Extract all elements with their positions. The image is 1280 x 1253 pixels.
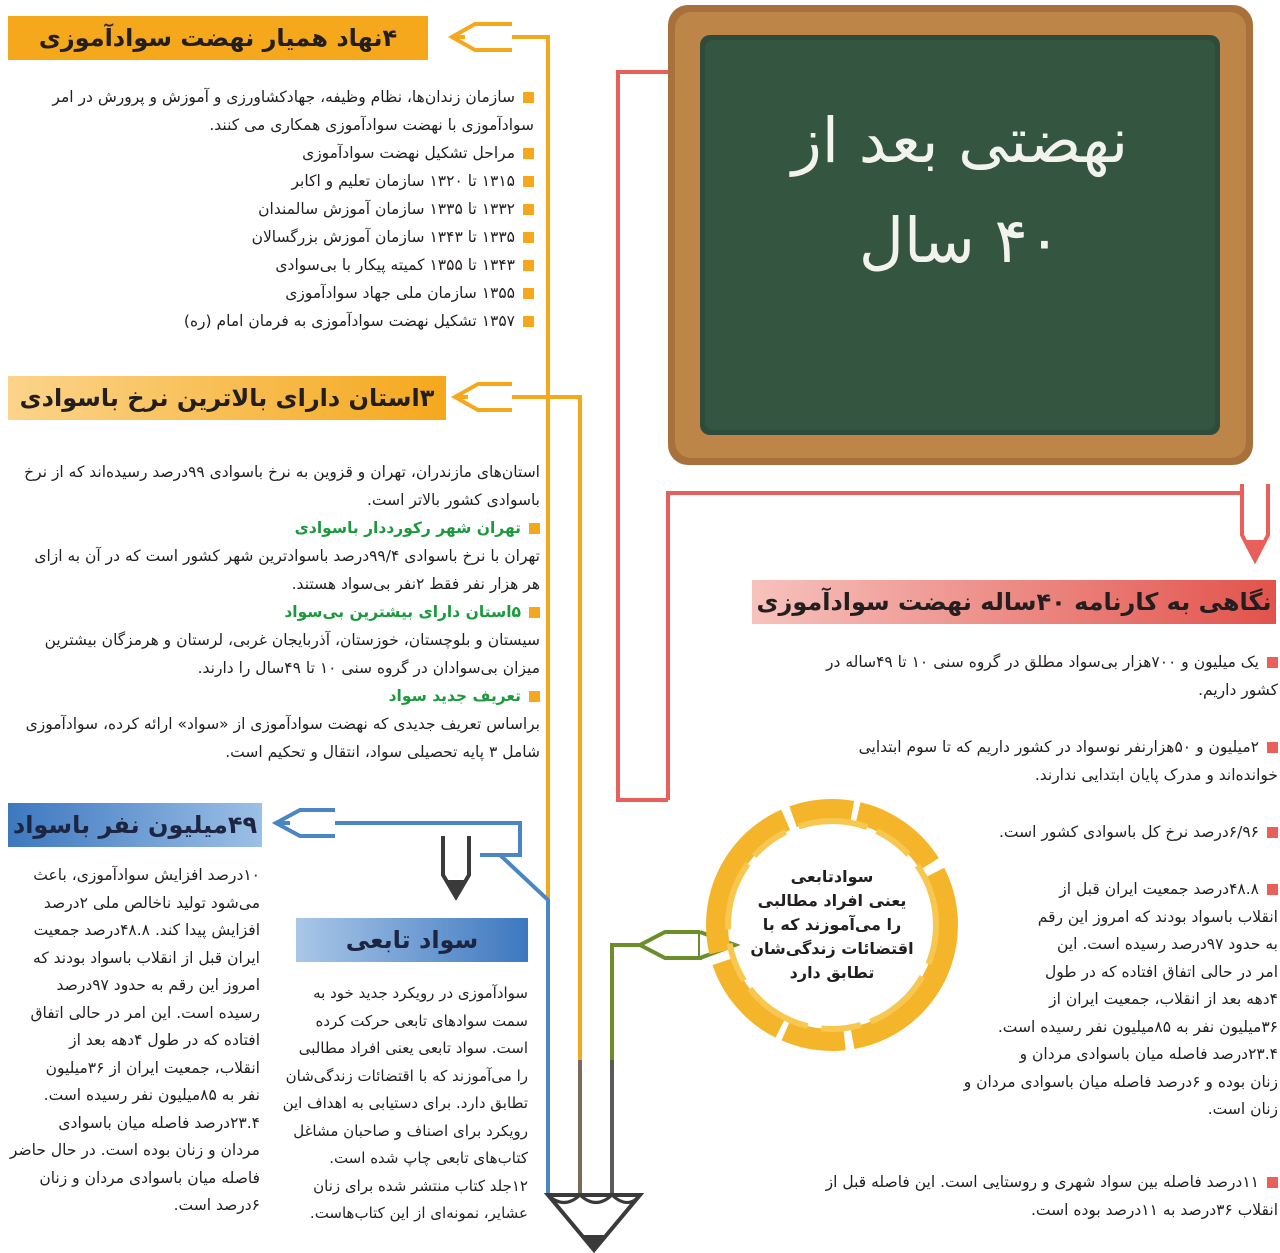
pencil-icon — [443, 836, 469, 897]
text-line: میزان بی‌سوادان در گروه سنی ۱۰ تا ۴۹سال را دارند. — [197, 659, 540, 677]
list-item: ۱۳۵۷ تشکیل نهضت سوادآموزی به فرمان امام (ره) — [14, 307, 534, 335]
text-line: امروز این رقم به حدود ۹۷درصد — [56, 976, 260, 994]
square-bullet-icon — [523, 204, 534, 215]
provinces-title — [8, 376, 446, 420]
square-bullet-icon — [523, 232, 534, 243]
subheading: تعریف جدید سواد — [10, 682, 540, 710]
text-line: ۶/۹۶درصد نرخ کل باسوادی کشور است. — [960, 818, 1278, 846]
square-bullet-icon — [529, 691, 540, 702]
functional-body — [282, 980, 528, 1228]
provinces-title-text: ۳استان دارای بالاترین نرخ باسوادی — [19, 384, 435, 412]
literate-49m-title-text: ۴۹میلیون نفر باسواد — [12, 811, 258, 839]
text-line: افتاده که در طول ۴دهه بعد از — [69, 1031, 260, 1049]
text-line: شامل ۳ پایه تحصیلی سواد، انتقال و تحکیم است. — [225, 743, 540, 761]
record-title — [752, 580, 1276, 624]
text-line: یک میلیون و ۷۰۰هزار بی‌سواد مطلق در گروه سنی ۱۰ تا ۴۹ساله در — [790, 648, 1278, 676]
record-item-4 — [945, 876, 1278, 1124]
pencil-icon — [455, 384, 512, 410]
text-line: نفر به ۸۵میلیون نفر رسیده است. — [43, 1086, 260, 1104]
circle-line: را می‌آموزند که با — [762, 915, 902, 934]
provinces-body — [10, 458, 540, 766]
board-title-2: ۴۰ سال — [858, 204, 1062, 277]
text-line: هر هزار نفر فقط ۲نفر بی‌سواد هستند. — [291, 575, 540, 593]
pencil-icon — [276, 810, 335, 836]
text-line: سوادآموزی در رویکرد جدید خود به — [313, 984, 528, 1002]
square-bullet-icon — [523, 92, 534, 103]
text-line: براساس تعریف جدیدی که نهضت سوادآموزی از «سواد» ارائه کرده، سوادآموزی — [25, 715, 540, 733]
record-item-3 — [960, 818, 1278, 846]
subheading: ۵استان دارای بیشترین بی‌سواد — [10, 598, 540, 626]
list-item: ۱۳۱۵ تا ۱۳۲۰ سازمان تعلیم و اکابر — [14, 167, 534, 195]
pencil-icon — [452, 24, 512, 50]
list-item: ۱۳۵۵ سازمان ملی جهاد سوادآموزی — [14, 279, 534, 307]
literate-49m-body — [8, 862, 260, 1220]
text-line: زنان بوده و ۶درصد فاصله میان باسوادی مردان و — [963, 1072, 1278, 1091]
list-item: مراحل تشکیل نهضت سوادآموزی — [14, 139, 534, 167]
pencil-icon — [1242, 484, 1268, 560]
provinces-intro-2: باسوادی کشور بالاتر است. — [366, 491, 540, 509]
text-line: رویکرد برای اصناف و صاحبان مشاغل — [293, 1121, 528, 1140]
text-line: کشور داریم. — [1198, 681, 1278, 699]
text-line: ۴۸.۸درصد جمعیت ایران قبل از — [945, 876, 1278, 904]
circle-line: سوادتابعی — [790, 867, 874, 886]
text-line: افزایش پیدا کند. ۴۸.۸درصد جمعیت — [33, 921, 260, 939]
text-line: زنان است. — [1207, 1100, 1278, 1118]
text-line: تهران با نرخ باسوادی ۹۹/۴درصد باسوادترین شهر کشور است که در آن به ازای — [34, 547, 540, 565]
text-line: ۱۰درصد افزایش سوادآموزی، باعث — [33, 866, 260, 884]
circle-line: تطابق دارد — [789, 963, 875, 982]
text-line: ۳۶میلیون نفر به ۸۵میلیون نفر رسیده است. — [997, 1017, 1278, 1036]
square-bullet-icon — [523, 260, 534, 271]
square-bullet-icon — [1267, 884, 1278, 895]
square-bullet-icon — [529, 607, 540, 618]
square-bullet-icon — [1267, 827, 1278, 838]
text-line: ۴دهه بعد از انقلاب، جمعیت ایران از — [1049, 990, 1278, 1008]
square-bullet-icon — [523, 316, 534, 327]
text-line: را می‌آموزند که با اقتضائات زندگی‌شان — [285, 1066, 528, 1085]
green-line — [612, 945, 660, 1195]
list-item: ۱۳۳۲ تا ۱۳۳۵ سازمان آموزش سالمندان — [14, 195, 534, 223]
text-line: سیستان و بلوچستان، خوزستان، آذربایجان غربی، لرستان و هرمزگان بیشترین — [44, 631, 540, 649]
square-bullet-icon — [1267, 742, 1278, 753]
partners-list — [14, 83, 534, 335]
square-bullet-icon — [523, 148, 534, 159]
provinces-intro-1: استان‌های مازندران، تهران و قزوین به نرخ باسوادی ۹۹درصد رسیده‌اند که از نرخ — [24, 463, 540, 481]
text-line: ۱۱درصد فاصله بین سواد شهری و روستایی است. این فاصله قبل از — [800, 1168, 1278, 1196]
list-item: سازمان زندان‌ها، نظام وظیفه، جهادکشاورزی و آموزش و پرورش در امر — [14, 83, 534, 111]
partners-title — [8, 16, 428, 60]
text-line: است. سواد تابعی یعنی افراد مطالبی — [298, 1039, 528, 1057]
text-line: تطابق دارد. برای دستیابی به اهداف این — [282, 1094, 528, 1112]
square-bullet-icon — [523, 288, 534, 299]
red-line-1 — [618, 72, 668, 800]
partners-title-text: ۴نهاد همیار نهضت سوادآموزی — [38, 24, 398, 52]
record-item-5 — [800, 1168, 1278, 1224]
text-line: ۱۲جلد کتاب منتشر شده برای زنان — [313, 1176, 528, 1195]
text-line: ایران قبل از انقلاب باسواد بودند که — [33, 948, 260, 967]
text-line: انقلاب باسواد بودند که امروز این رقم — [1037, 907, 1278, 926]
record-item-1 — [790, 648, 1278, 704]
text-line: انقلاب، جمعیت ایران از ۳۶میلیون — [45, 1058, 260, 1077]
text-line: کتاب‌های تابعی چاپ شده است. — [329, 1149, 528, 1167]
text-line: خوانده‌اند و مدرک پایان ابتدایی ندارند. — [1034, 766, 1278, 784]
circle-line: یعنی افراد مطالبی — [757, 891, 907, 910]
subheading: تهران شهر رکورددار باسوادی — [10, 514, 540, 542]
list-item: سوادآموزی با نهضت سوادآموزی همکاری می کنند. — [209, 116, 534, 134]
record-item-2 — [840, 733, 1278, 789]
functional-title — [296, 918, 528, 962]
square-bullet-icon — [1267, 657, 1278, 668]
functional-title-text: سواد تابعی — [345, 926, 479, 954]
text-line: ۲میلیون و ۵۰هزارنفر نوسواد در کشور داریم که تا سوم ابتدایی — [840, 733, 1278, 761]
text-line: عشایر، نمونه‌ای از این کتاب‌هاست. — [309, 1204, 528, 1222]
text-line: می‌شود تولید ناخالص ملی ۲درصد — [43, 893, 260, 912]
text-line: ۲۳.۴درصد فاصله میان باسوادی — [58, 1113, 260, 1132]
literate-49m-title — [8, 803, 262, 847]
text-line: رسیده است. این امر در حالی اتفاق — [30, 1003, 260, 1022]
circle-quote — [737, 865, 927, 985]
text-line: مردان و زنان بوده است. در حال حاضر — [9, 1141, 260, 1159]
text-line: ۶درصد است. — [173, 1196, 260, 1214]
text-line: امر در حالی اتفاق افتاده که در طول — [1044, 962, 1278, 981]
square-bullet-icon — [523, 176, 534, 187]
square-bullet-icon — [1267, 1177, 1278, 1188]
pencil-icon — [548, 1060, 640, 1250]
text-line: فاصله میان باسوادی مردان و زنان — [39, 1168, 260, 1187]
text-line: ۲۳.۴درصد فاصله میان باسوادی مردان و — [1019, 1045, 1278, 1063]
square-bullet-icon — [529, 523, 540, 534]
board-title-1: نهضتی بعد از — [791, 104, 1129, 177]
circle-line: اقتضائات زندگی‌شان — [750, 939, 914, 958]
text-line: انقلاب ۳۶درصد به ۱۱درصد بوده است. — [1030, 1201, 1278, 1219]
list-item: ۱۳۳۵ تا ۱۳۴۳ سازمان آموزش بزرگسالان — [14, 223, 534, 251]
record-title-text: نگاهی به کارنامه ۴۰ساله نهضت سوادآموزی — [756, 588, 1272, 616]
text-line: به حدود ۹۷درصد رسیده است. این — [1057, 935, 1278, 953]
list-item: ۱۳۴۳ تا ۱۳۵۵ کمیته پیکار با بی‌سوادی — [14, 251, 534, 279]
text-line: سمت سوادهای تابعی حرکت کرده — [315, 1011, 528, 1030]
